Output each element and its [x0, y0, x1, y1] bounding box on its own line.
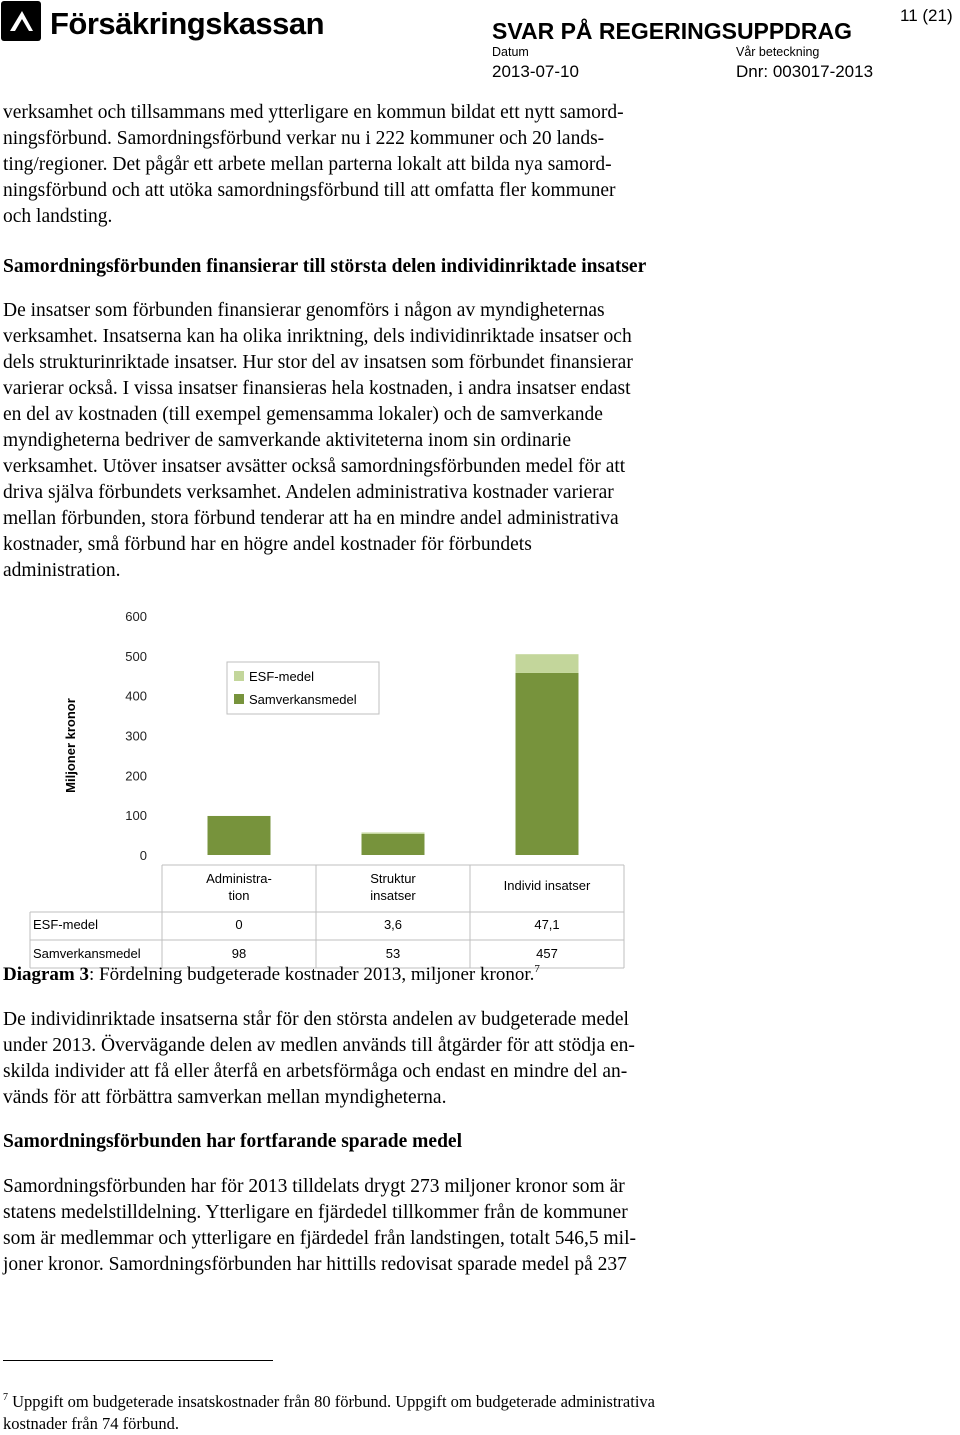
text-line: kostnader, små förbund har en högre andel kostnader för förbundets — [3, 534, 532, 555]
y-tick-label: 400 — [125, 688, 147, 704]
text-line: ningsförbund. Samordningsförbund verkar nu i 222 kommuner och 20 lands- — [3, 128, 605, 149]
x-category-label: tion — [228, 888, 250, 903]
date-label: Datum — [492, 45, 529, 59]
section-heading: Samordningsförbunden finansierar till största delen individinriktade insatser — [3, 256, 647, 277]
y-axis-label: Miljoner kronor — [63, 698, 78, 793]
text-line: Samordningsförbunden har för 2013 tilldelats drygt 273 miljoner kronor som är — [3, 1176, 625, 1197]
chart-canvas — [0, 600, 640, 961]
y-tick-label: 100 — [125, 808, 147, 824]
footnote-ref: 7 — [534, 963, 540, 975]
text-line: verksamhet. Insatserna kan ha olika inriktning, dels individinriktade insatser och — [3, 326, 632, 347]
legend-swatch-esf — [234, 671, 244, 681]
date-value: 2013-07-10 — [492, 62, 579, 81]
footnote-mark: 7 — [3, 1392, 8, 1403]
paragraph-individ — [3, 1007, 743, 1111]
text-line: en del av kostnaden (till exempel gemensamma lokaler) och de samverkande — [3, 404, 603, 425]
text-line: varierar också. I vissa insatser finansieras hela kostnaden, i andra insatser endast — [3, 378, 631, 399]
footnote — [3, 1387, 763, 1435]
y-tick-label: 500 — [125, 648, 147, 664]
text-line: som är medlemmar och ytterligare en fjärdedel från landstingen, totalt 546,5 mil- — [3, 1228, 636, 1249]
table-cell-value: 98 — [231, 946, 247, 961]
table-cell-value: 3,6 — [383, 917, 403, 932]
footnote-text: Uppgift om budgeterade insatskostnader från 80 förbund. Uppgift om budgeterade administrativa — [8, 1392, 655, 1411]
legend-swatch-samverkansmedel — [234, 694, 244, 704]
page-number: 11 (21) — [900, 6, 953, 25]
x-category-label: insatser — [370, 888, 416, 903]
table-row-label: Samverkansmedel — [33, 946, 141, 961]
document-title: SVAR PÅ REGERINGSUPPDRAG — [492, 18, 852, 44]
table-cell-value: 457 — [536, 946, 558, 961]
paragraph-financing — [3, 298, 743, 584]
section-heading: Samordningsförbunden har fortfarande sparade medel — [3, 1131, 463, 1152]
text-line: skilda individer att få eller återfå en arbetsförmåga och endast en mindre del an- — [3, 1061, 628, 1082]
footnote-separator — [3, 1360, 273, 1361]
reference-value: Dnr: 003017-2013 — [736, 62, 874, 81]
chart-caption — [3, 963, 540, 986]
table-cell-value: 47,1 — [534, 917, 560, 932]
x-category-label: Individ insatser — [503, 878, 591, 893]
text-line: joner kronor. Samordningsförbunden har hittills redovisat sparade medel på 237 — [3, 1254, 627, 1275]
table-cell-value: 0 — [235, 917, 243, 932]
text-line: under 2013. Övervägande delen av medlen används till åtgärder för att stödja en- — [3, 1035, 635, 1056]
x-category-label: Struktur — [370, 871, 416, 886]
bar-esf-medel — [516, 654, 579, 673]
bar-samverkansmedel — [362, 834, 425, 855]
legend-label-esf: ESF-medel — [249, 669, 315, 684]
logo-icon — [0, 0, 42, 42]
text-line: verksamhet. Utöver insatser avsätter också samordningsförbunden medel för att — [3, 456, 626, 477]
text-line: mellan förbunden, stora förbund tenderar att ha en mindre andel administrativa — [3, 508, 619, 529]
x-category-label: Administra- — [206, 871, 272, 886]
y-tick-label: 600 — [125, 609, 147, 624]
y-tick-label: 200 — [125, 768, 147, 784]
text-line: myndigheterna bedriver de samverkande aktiviteterna inom sin ordinarie — [3, 430, 572, 451]
bar-samverkansmedel — [208, 816, 271, 855]
legend-label-samverkansmedel: Samverkansmedel — [249, 692, 357, 707]
text-line: administration. — [3, 560, 121, 581]
table-row-label: ESF-medel — [33, 917, 99, 932]
text-line: verksamhet och tillsammans med ytterligare en kommun bildat ett nytt samord- — [3, 102, 624, 123]
text-line: statens medelstilldelning. Ytterligare en fjärdedel tillkommer från de kommuner — [3, 1202, 628, 1223]
y-tick-label: 300 — [125, 728, 147, 744]
text-line: dels strukturinriktade insatser. Hur stor del av insatsen som förbundet finansierar — [3, 352, 633, 373]
paragraph-savings — [3, 1174, 743, 1278]
text-line: driva själva förbundets verksamhet. Andelen administrativa kostnader varierar — [3, 482, 614, 503]
paragraph-intro — [3, 100, 743, 230]
text-line: De insatser som förbunden finansierar genomförs i någon av myndigheternas — [3, 300, 605, 321]
text-line: De individinriktade insatserna står för den största andelen av budgeterade medel — [3, 1009, 629, 1030]
text-line: ting/regioner. Det pågår ett arbete mellan parterna lokalt att bilda nya samord- — [3, 154, 612, 175]
text-line: vänds för att förbättra samverkan mellan myndigheterna. — [3, 1087, 447, 1108]
text-line: och landsting. — [3, 206, 113, 227]
y-tick-label: 0 — [139, 848, 147, 863]
bar-chart — [0, 600, 640, 961]
caption-text: : Fördelning budgeterade kostnader 2013, miljoner kronor. — [89, 964, 535, 985]
footnote-text: kostnader från 74 förbund. — [3, 1414, 179, 1433]
caption-label: Diagram 3 — [3, 964, 90, 985]
bar-esf-medel — [362, 832, 425, 833]
reference-label: Vår beteckning — [736, 45, 820, 59]
logo-text: Försäkringskassan — [50, 6, 325, 41]
table-cell-value: 53 — [385, 946, 401, 961]
bar-samverkansmedel — [516, 673, 579, 855]
text-line: ningsförbund och att utöka samordningsförbund till att omfatta fler kommuner — [3, 180, 616, 201]
